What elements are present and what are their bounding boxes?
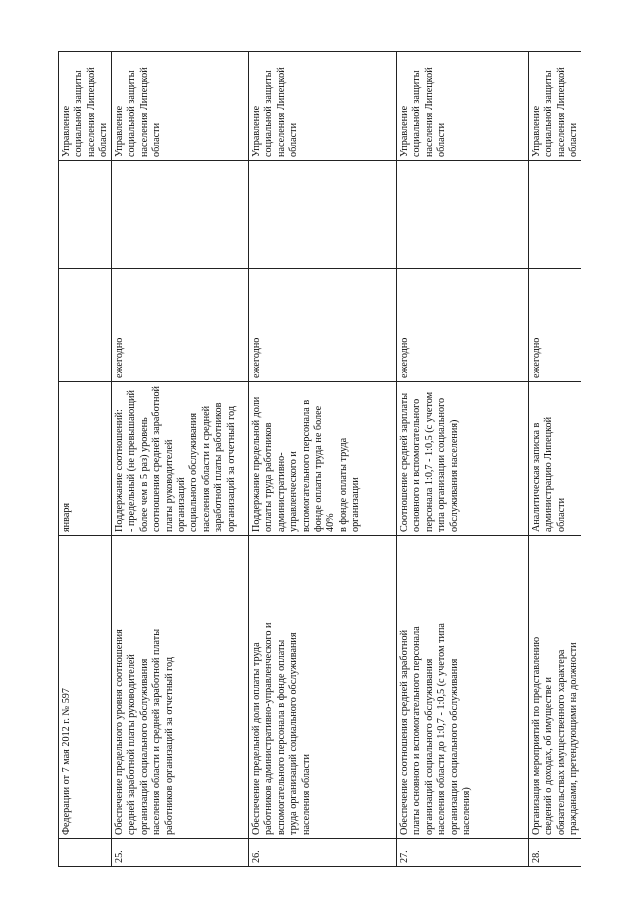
row-number: 25. <box>114 850 125 863</box>
table-row <box>528 52 581 867</box>
header-responsible-cell: Управление социальной защиты населения Липецкой области <box>61 67 110 157</box>
indicator-cell: Аналитическая записка в администрацию Липецкой области <box>531 416 567 532</box>
indicator-cell: Соотношение средней зарплаты основного и вспомогательного персонала 1:0,7 - 1:0,5 (с учетом типа организации социального обслуживания населения) <box>399 391 460 532</box>
row-number: 27. <box>399 850 410 863</box>
period-cell: ежегодно <box>399 337 410 378</box>
table-row <box>396 52 528 867</box>
task-cell: Обеспечение соотношения средней заработной платы основного и вспомогательного персонала организаций социального обслуживания населения области до 1:0,7 - 1:0,5 (с учетом типа организации социального обслуживания населения) <box>399 623 473 835</box>
header-source-cell: Федерации от 7 мая 2012 г. № 597 <box>61 688 72 835</box>
responsible-cell: Управление социальной защиты населения Липецкой области <box>531 67 580 157</box>
indicator-cell: Поддержание соотношений: - предельный (не превышающий более чем в 5 раз) уровень соотношения средней заработной платы руководителей организаций социального обслуживания населения области и средней заработной платы работников организаций за отчетный год <box>114 386 237 532</box>
period-cell: ежегодно <box>531 337 542 378</box>
responsible-cell: Управление социальной защиты населения Липецкой области <box>114 67 163 157</box>
responsible-cell: Управление социальной защиты населения Липецкой области <box>399 67 448 157</box>
task-cell: Обеспечение предельного уровня соотношения средней заработной платы руководителей организаций социального обслуживания населения области и средней заработной платы работников организаций за отчетный год <box>114 628 175 835</box>
task-cell: Обеспечение предельной доли оплаты труда работников административно-управленческого и вспомогательного персонала в фонде оплаты труда организаций социального обслуживания населения области <box>251 622 312 835</box>
row-number: 26. <box>251 850 262 863</box>
table-row-header <box>58 52 111 867</box>
row-number: 28. <box>531 850 542 863</box>
period-cell: ежегодно <box>251 337 262 378</box>
indicator-cell: Поддержание предельной доли оплаты труда работников административно- управленческого и вспомогательного персонала в фонде оплаты труда не более 40% в фонде оплаты труда организации <box>251 396 362 532</box>
header-date-cell: января <box>61 502 72 532</box>
measures-table <box>58 52 581 867</box>
period-cell: ежегодно <box>114 337 125 378</box>
task-cell: Организация мероприятий по представлению сведений о доходах, об имуществе и обязательствах имущественного характера гражданами, претендующими на должности <box>531 636 580 835</box>
table-row <box>248 52 396 867</box>
table-row <box>111 52 248 867</box>
responsible-cell: Управление социальной защиты населения Липецкой области <box>251 67 300 157</box>
